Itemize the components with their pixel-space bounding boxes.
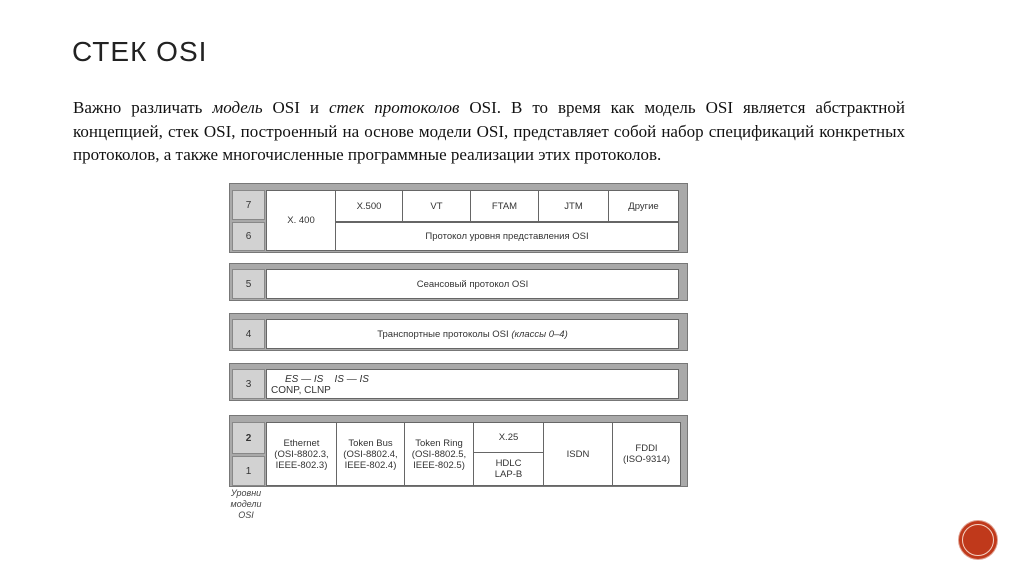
cell-transport	[266, 319, 679, 349]
line: OSI	[238, 510, 254, 520]
level-5: 5	[232, 269, 265, 299]
line: модели	[230, 499, 262, 509]
cell-other: Другие	[608, 190, 679, 222]
line: IEEE-802.4)	[344, 459, 397, 471]
transport-label: Транспортные протоколы OSI	[377, 328, 509, 340]
body-text-italic: модель	[212, 98, 263, 117]
line: Уровни	[230, 488, 262, 498]
line: Ethernet	[283, 437, 320, 449]
level-4: 4	[232, 319, 265, 349]
cell-fddi	[612, 422, 681, 486]
body-text	[73, 96, 905, 167]
body-text-italic: стек протоколов	[328, 98, 460, 117]
next-slide-button[interactable]	[959, 521, 997, 559]
cell-hdlc	[473, 452, 544, 486]
cell-x400: X. 400	[266, 190, 336, 251]
line: (OSI-8802.5,	[411, 448, 467, 460]
level-6: 6	[232, 222, 265, 251]
line: Token Ring	[415, 437, 463, 449]
body-text-part: OSI. В то время как модель OSI является абстрактной концепцией, стек OSI, построенный на основе модели OSI, представляет собой набор спецификаций конкретных протоколов, а также многочисленные программные реализации этих протоколов.	[73, 98, 905, 164]
line: HDLC	[495, 458, 522, 469]
body-text-part: OSI и	[262, 98, 329, 117]
cell-ethernet	[266, 422, 337, 486]
band-layers-2-1	[229, 415, 688, 487]
band-layers-7-6	[229, 183, 688, 253]
cell-x500: X.500	[335, 190, 403, 222]
band-layer-3	[229, 363, 688, 401]
cell-presentation: Протокол уровня представления OSI	[335, 222, 679, 251]
cell-session: Сеансовый протокол OSI	[266, 269, 679, 299]
transport-note: (классы 0–4)	[511, 328, 568, 340]
line: (OSI-8802.3,	[274, 448, 329, 460]
cell-ftam: FTAM	[470, 190, 539, 222]
cell-network	[266, 369, 679, 399]
conp-clnp: CONP, CLNP	[271, 385, 331, 396]
body-text-part: Важно различать	[73, 98, 213, 117]
level-7: 7	[232, 190, 265, 220]
level-3: 3	[232, 369, 265, 399]
levels-caption	[226, 488, 266, 521]
cell-jtm: JTM	[538, 190, 609, 222]
cell-vt: VT	[402, 190, 471, 222]
line: Token Bus	[348, 437, 393, 449]
line: FDDI	[635, 443, 658, 454]
line: LAP-B	[494, 469, 523, 480]
level-1: 1	[232, 456, 265, 486]
level-2: 2	[232, 422, 265, 454]
cell-token-ring	[404, 422, 474, 486]
es-is: ES — IS	[285, 374, 324, 385]
band-layer-5	[229, 263, 688, 301]
cell-token-bus	[336, 422, 405, 486]
slide-title: СТЕК OSI	[72, 36, 208, 67]
line: (OSI-8802.4,	[343, 448, 398, 460]
cell-isdn: ISDN	[543, 422, 613, 486]
cell-x25: X.25	[473, 422, 544, 453]
line: IEEE-802.3)	[275, 459, 328, 471]
line: (ISO-9314)	[623, 454, 670, 465]
band-layer-4	[229, 313, 688, 351]
line: IEEE-802.5)	[413, 459, 465, 471]
is-is: IS — IS	[334, 374, 369, 385]
